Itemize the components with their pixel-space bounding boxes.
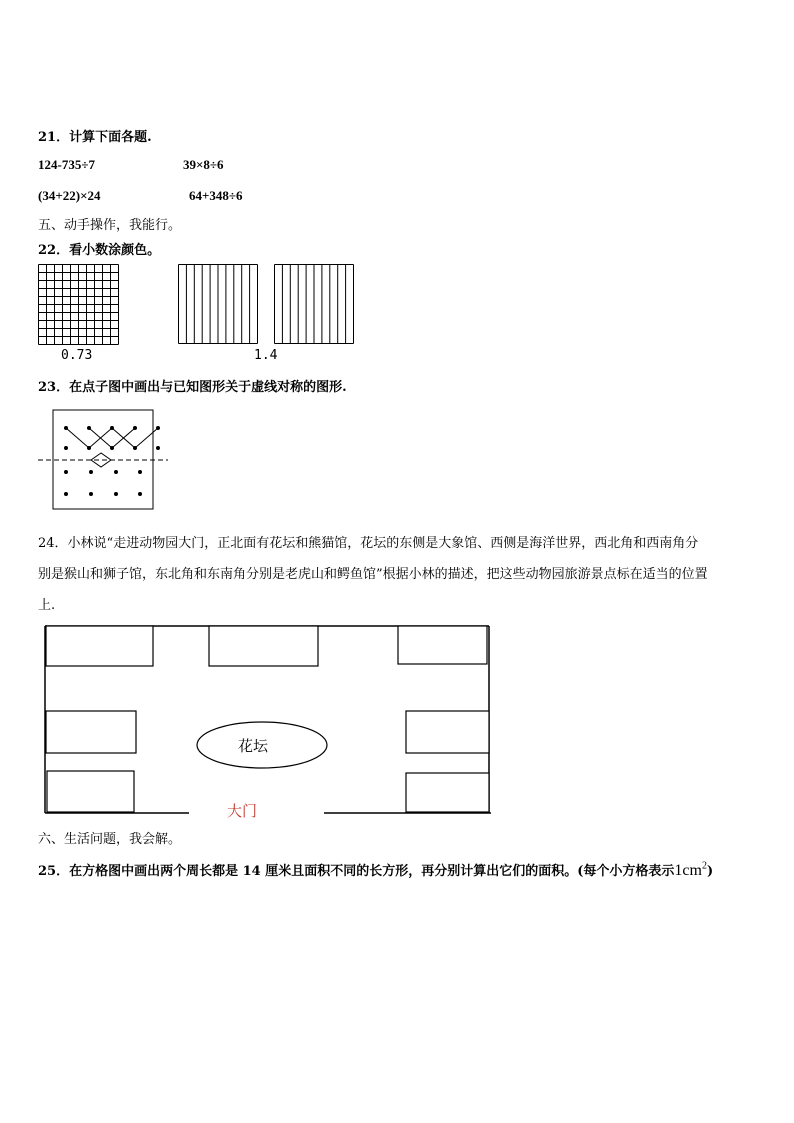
grid-dot: [110, 426, 114, 430]
grid-dot: [138, 492, 142, 496]
grid-dot: [87, 426, 91, 430]
northeast-box[interactable]: [398, 626, 487, 664]
grid-dot: [156, 446, 160, 450]
southeast-box[interactable]: [406, 773, 489, 812]
grid-dot: [64, 446, 68, 450]
grid-dot: [133, 446, 137, 450]
expression-2: 39×8÷6: [183, 157, 224, 172]
expression-3: (34+22)×24: [38, 188, 101, 203]
west-box[interactable]: [46, 711, 136, 753]
grid-dot: [89, 492, 93, 496]
tenths-strip-1: [178, 264, 258, 344]
section-5-title: 五、动手操作，我能行。: [38, 218, 182, 233]
section-6-title: 六、生活问题，我会解。: [38, 832, 182, 847]
east-box[interactable]: [406, 711, 489, 753]
expression-1: 124-735÷7: [38, 157, 95, 172]
unit-label: $1cm^2$: [674, 860, 707, 879]
grid-dot: [64, 470, 68, 474]
decimal-label-1: 0.73: [61, 348, 93, 363]
grid-dot: [64, 492, 68, 496]
grid-dot: [156, 426, 160, 430]
grid-dot: [89, 470, 93, 474]
grid-dot: [110, 446, 114, 450]
q21-title: 21．计算下面各题.: [38, 130, 152, 145]
grid-dot: [114, 492, 118, 496]
flowerbed-label: 花坛: [238, 737, 269, 755]
grid-dot: [87, 446, 91, 450]
grid-dots: [64, 426, 160, 496]
q24-line-1: 24．小林说“走进动物园大门，正北面有花坛和熊猫馆，花坛的东侧是大象馆、西侧是海洋世界，西北角和西南角分: [38, 536, 699, 551]
hundred-grid: [38, 264, 120, 344]
grid-dot: [64, 426, 68, 430]
northwest-box[interactable]: [46, 626, 153, 666]
north-box[interactable]: [209, 626, 318, 666]
q25-prompt: 25．在方格图中画出两个周长都是 14 厘米且面积不同的长方形，再分别计算出它们的面积。(每个小方格表示: [38, 864, 675, 879]
decimal-label-2: 1.4: [254, 348, 278, 363]
grid-dot: [138, 470, 142, 474]
q25-close-paren: ): [706, 864, 714, 879]
tenths-strip-2: [274, 264, 356, 344]
grid-dot: [114, 470, 118, 474]
southwest-box[interactable]: [47, 771, 134, 812]
q25-text: [38, 860, 713, 880]
q22-title: 22．看小数涂颜色。: [38, 243, 161, 258]
q23-title: 23．在点子图中画出与已知图形关于虚线对称的图形.: [38, 380, 347, 395]
gate-label: 大门: [227, 802, 258, 820]
zoo-map: [44, 623, 494, 815]
dot-grid-figure: [38, 410, 173, 510]
q24-line-2: 别是猴山和狮子馆，东北角和东南角分别是老虎山和鳄鱼馆”根据小林的描述，把这些动物园旅游景点标在适当的位置: [38, 567, 708, 582]
given-shape-zigzag: [66, 428, 158, 448]
expression-4: 64+348÷6: [189, 188, 243, 203]
given-shape-inner: [89, 428, 135, 448]
q24-line-3: 上.: [38, 598, 56, 613]
grid-dot: [133, 426, 137, 430]
